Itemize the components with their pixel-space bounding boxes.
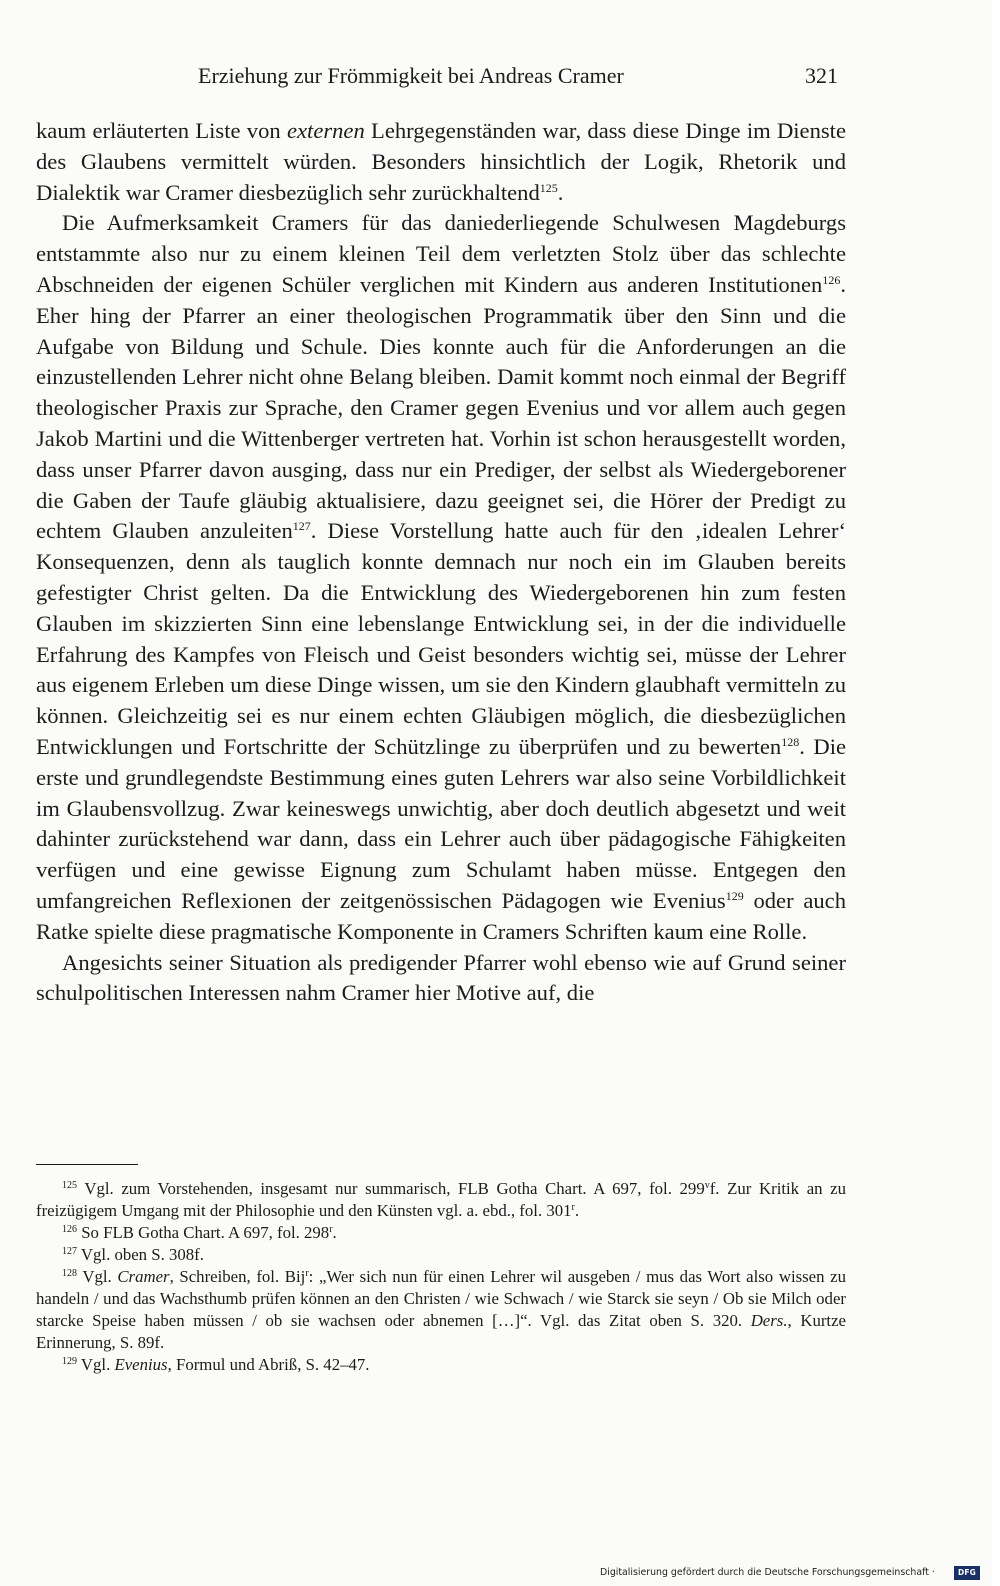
footnote-ref-126: 126 (822, 272, 841, 287)
footnote-separator (36, 1164, 138, 1165)
emphasis-text: Ders. (750, 1311, 788, 1330)
paragraph (36, 948, 846, 1010)
page-number: 321 (805, 63, 838, 88)
text-run: Vgl. (77, 1355, 115, 1374)
superscript: v (704, 1180, 710, 1191)
page-header (198, 56, 838, 96)
text-run: oder auch Ratke spielte diese pragmatische Komponente in Cramers Schriften kaum eine Rolle. (36, 887, 846, 944)
footnote-number: 129 (62, 1356, 77, 1367)
superscript: r (305, 1268, 309, 1279)
text-run: . Eher hing der Pfarrer an einer theologischen Programmatik über den Sinn und die Aufgabe von Bildung und Schule. Dies konnte auch für die Anforderungen an die einzustellenden Lehrer nicht ohne Belang bleiben. Damit kommt noch einmal der Begriff theologischer Praxis zur Sprache, den Cramer gegen Evenius und vor allem auch gegen Jakob Martini und die Wittenberger vertreten hat. Vorhin ist schon herausgestellt worden, dass unser Pfarrer davon ausging, dass nur ein Prediger, der selbst als Wiedergeborener die Gaben der Taufe gläubig aktualisiere, dazu geeignet sei, die Hörer der Predigt zu echtem Glauben anzuleiten (36, 271, 846, 544)
text-run: . (557, 179, 564, 205)
superscript: r (571, 1202, 575, 1213)
text-run: , Formul und Abriß, S. 42–47. (167, 1355, 370, 1374)
footnote-number: 127 (62, 1246, 77, 1257)
footnote-129 (36, 1354, 846, 1376)
digitization-credit: Digitalisierung gefördert durch die Deutsche Forschungsgemeinschaft · (600, 1567, 935, 1578)
text-run: Angesichts seiner Situation als predigender Pfarrer wohl ebenso wie auf Grund seiner schulpolitischen Interessen nahm Cramer hier Motive auf, die (36, 949, 846, 1006)
emphasis-text: externen (286, 118, 365, 143)
footnote-ref-125: 125 (539, 180, 558, 195)
paragraph-continued (36, 116, 846, 208)
text-run: . Die erste und grundlegendste Bestimmung eines guten Lehrers war also seine Vorbildlichkeit im Glaubensvollzug. Zwar keineswegs unwichtig, aber doch deutlich abgesetzt und weit dahinter zurückstehend war dann, dass ein Lehrer auch über pädagogische Fähigkeiten verfügen und eine gewisse Eignung zum Schulamt haben müsse. Entgegen den umfangreichen Reflexionen der zeitgenössischen Pädagogen wie Evenius (36, 733, 846, 913)
text-run: kaum erläuterten Liste von (36, 118, 287, 143)
superscript: r (329, 1224, 333, 1235)
text-run: Lehrgegenständen war, dass diese Dinge im Dienste des Glaubens vermittelt würden. Besonders hinsichtlich der Logik, Rhetorik und Dialektik war Cramer diesbezüglich sehr zurückhaltend (36, 118, 846, 205)
text-run: . (574, 1201, 580, 1220)
footnote-ref-129: 129 (725, 888, 744, 903)
text-run: Vgl. oben S. 308f. (77, 1245, 204, 1264)
running-title: Erziehung zur Frömmigkeit bei Andreas Cramer (198, 63, 624, 88)
text-run: : „Wer sich nun für einen Lehrer wil ausgeben / mus das Wort also wissen zu handeln / und das Wachsthumb prüfen können an den Christen / wie Schwach / wie Starck sie seyn / Ob sie Milch oder starcke Speise haben müssen / ob sie wachsen oder abnemen […]“. Vgl. das Zitat oben S. 320. (36, 1267, 846, 1330)
main-text (36, 116, 846, 1009)
text-run: So FLB Gotha Chart. A 697, fol. 298 (77, 1223, 330, 1242)
emphasis-text: Cramer (117, 1267, 170, 1286)
footnotes (36, 1178, 846, 1376)
text-run: , Schreiben, fol. Bij (169, 1267, 306, 1286)
paragraph (36, 208, 846, 947)
text-run: Vgl. zum Vorstehenden, insgesamt nur summarisch, FLB Gotha Chart. A 697, fol. 299 (77, 1179, 705, 1198)
dfg-logo: DFG (954, 1566, 980, 1580)
footnote-number: 125 (62, 1180, 77, 1191)
footnote-126 (36, 1222, 846, 1244)
footnote-125 (36, 1178, 846, 1222)
footnote-number: 126 (62, 1224, 77, 1235)
footnote-128 (36, 1266, 846, 1354)
text-run: , Kurtze Erinnerung, S. 89f. (36, 1311, 846, 1352)
emphasis-text: Evenius (114, 1355, 168, 1374)
footnote-number: 128 (62, 1268, 77, 1279)
text-run: . Diese Vorstellung hatte auch für den ‚idealen Lehrer‘ Konsequenzen, denn als tauglich konnte demnach nur noch ein im Glauben bereits gefestigter Christ gelten. Da die Entwicklung des Wiedergeborenen hin zum festen Glauben im skizzierten Sinn eine lebenslange Entwicklung sei, in der die individuelle Erfahrung des Kampfes von Fleisch und Geist besonders wichtig sei, müsse der Lehrer aus eigenem Erleben um diese Dinge wissen, um sie den Kindern glaubhaft vermitteln zu können. Gleichzeitig sei es nur einem echten Gläubigen möglich, die diesbezüglichen Entwicklungen und Fortschritte der Schützlinge zu überprüfen und zu bewerten (36, 518, 846, 759)
footnote-127 (36, 1244, 846, 1266)
text-run: Vgl. (77, 1267, 118, 1286)
footnote-ref-127: 127 (292, 519, 311, 534)
footnote-ref-128: 128 (781, 734, 800, 749)
text-run: Die Aufmerksamkeit Cramers für das daniederliegende Schulwesen Magdeburgs entstammte also nur zu einem kleinen Teil dem verletzten Stolz über das schlechte Abschneiden der eigenen Schüler verglichen mit Kindern aus anderen Institutionen (36, 210, 846, 297)
text-run: f. Zur Kritik an zu freizügigem Umgang mit der Philosophie und den Künsten vgl. a. ebd., fol. 301 (36, 1179, 847, 1220)
scan-margin (992, 0, 1000, 1586)
text-run: . (332, 1223, 337, 1242)
